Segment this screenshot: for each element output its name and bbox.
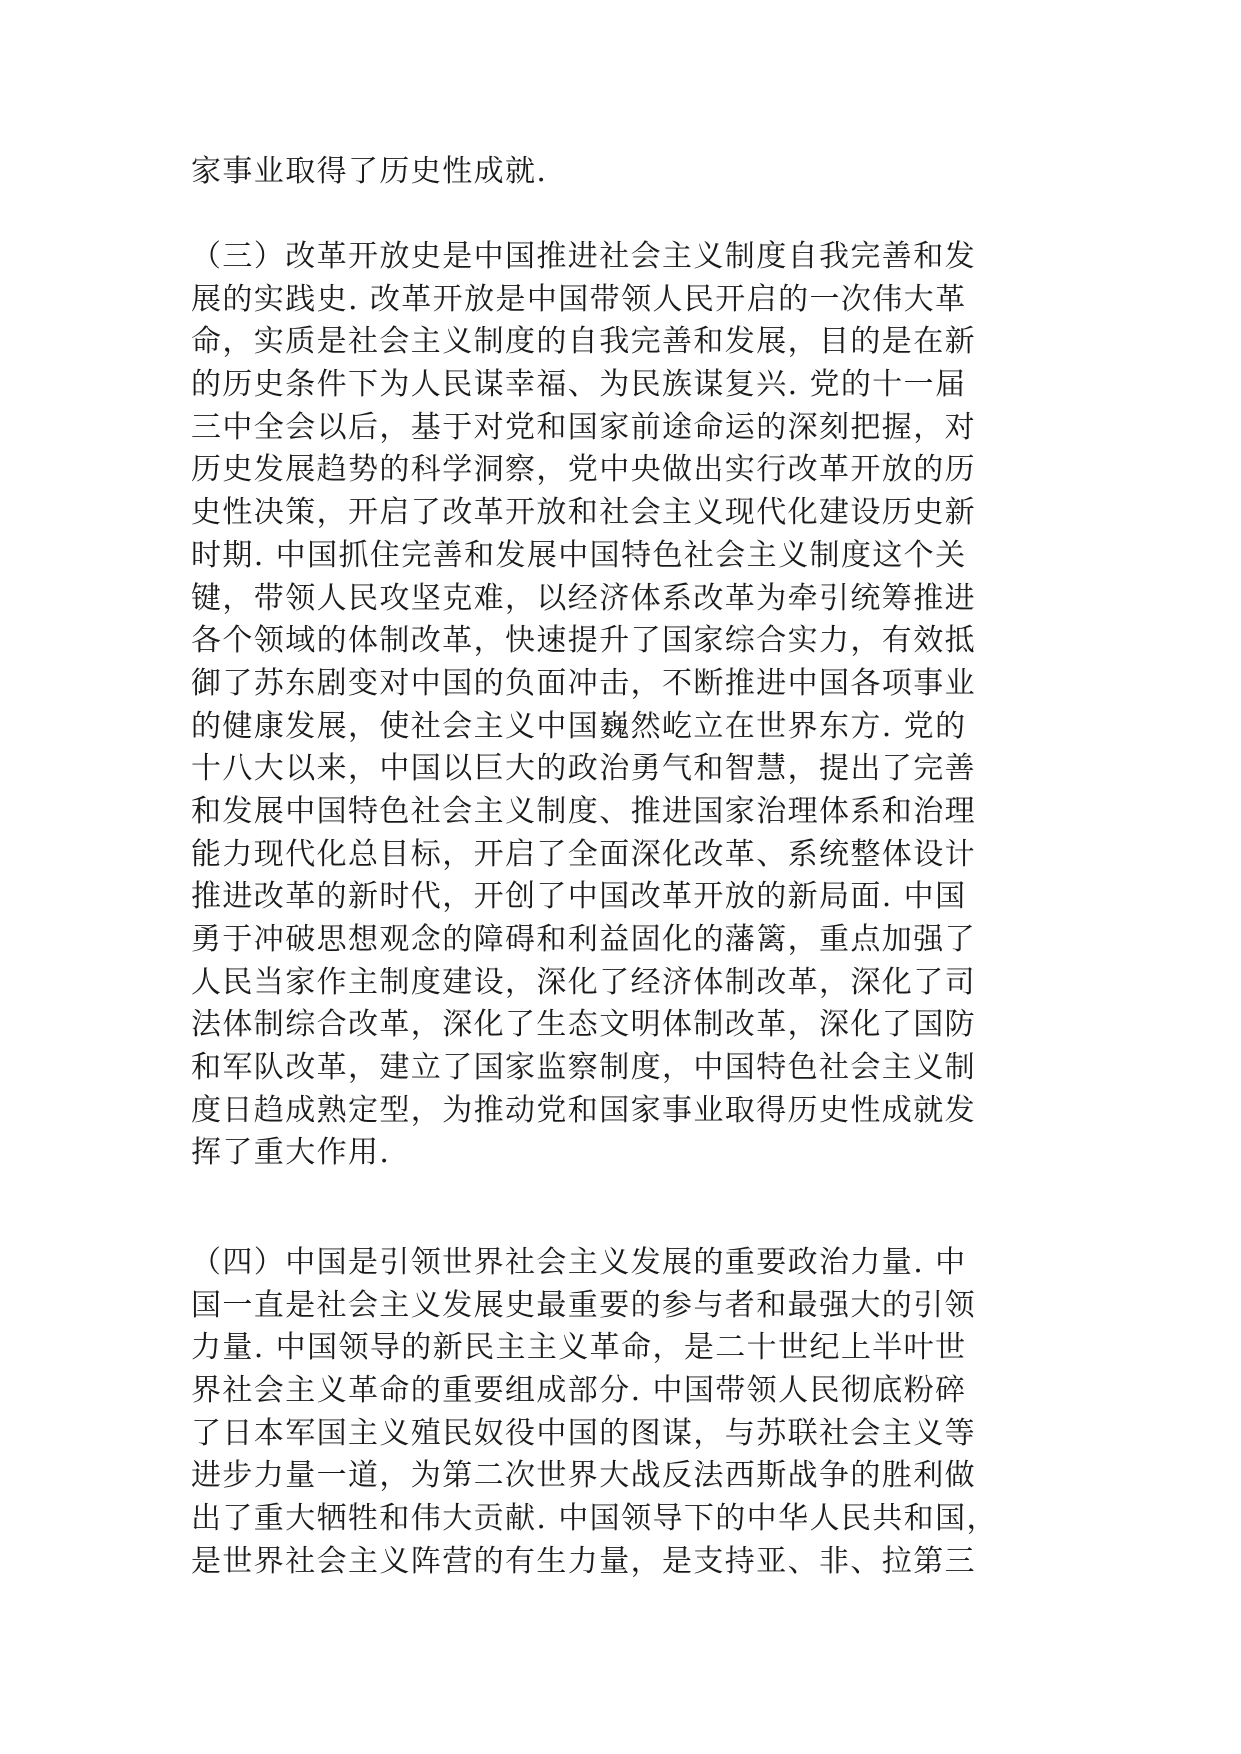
text-line: 史性决策，开启了改革开放和社会主义现代化建设历史新 <box>191 495 976 531</box>
text-line: 度日趋成熟定型，为推动党和国家事业取得历史性成就发 <box>191 1092 976 1128</box>
text-line: 国一直是社会主义发展史最重要的参与者和最强大的引领 <box>191 1287 976 1323</box>
text-line: 界社会主义革命的重要组成部分. 中国带领人民彻底粉碎 <box>191 1373 967 1409</box>
text-line: 出了重大牺牲和伟大贡献. 中国领导下的中华人民共和国， <box>191 1501 998 1537</box>
text-line: 能力现代化总目标，开启了全面深化改革、系统整体设计 <box>191 836 976 872</box>
text-line: 进步力量一道，为第二次世界大战反法西斯战争的胜利做 <box>191 1458 976 1494</box>
text-line: （三）改革开放史是中国推进社会主义制度自我完善和发 <box>191 239 976 274</box>
text-line: 勇于冲破思想观念的障碍和利益固化的藩篱，重点加强了 <box>191 922 976 957</box>
text-line: 历史发展趋势的科学洞察，党中央做出实行改革开放的历 <box>191 452 976 488</box>
text-line: 时期. 中国抓住完善和发展中国特色社会主义制度这个关 <box>191 537 967 573</box>
text-line: 是世界社会主义阵营的有生力量，是支持亚、非、拉第三 <box>191 1543 976 1579</box>
text-line: 展的实践史. 改革开放是中国带领人民开启的一次伟大革 <box>191 281 967 317</box>
continuation-text <box>191 151 1051 194</box>
text-line: 挥了重大作用. <box>191 1135 391 1171</box>
text-line: 三中全会以后，基于对党和国家前途命运的深刻把握，对 <box>191 409 976 445</box>
text-line: 命，实质是社会主义制度的自我完善和发展，目的是在新 <box>191 324 976 360</box>
text-line: 各个领域的体制改革，快速提升了国家综合实力，有效抵 <box>191 623 976 659</box>
text-line: 键，带领人民攻坚克难，以经济体系改革为牵引统筹推进 <box>191 580 976 616</box>
paragraph-world-socialism <box>191 1242 1051 1584</box>
text-line: 和发展中国特色社会主义制度、推进国家治理体系和治理 <box>191 793 976 829</box>
text-line: 御了苏东剧变对中国的负面冲击，不断推进中国各项事业 <box>191 665 976 701</box>
text-line: （四）中国是引领世界社会主义发展的重要政治力量. 中 <box>191 1245 967 1280</box>
text-line: 推进改革的新时代，开创了中国改革开放的新局面. 中国 <box>191 879 967 915</box>
text-line: 了日本军国主义殖民奴役中国的图谋，与苏联社会主义等 <box>191 1415 976 1451</box>
paragraph-reform-opening <box>191 236 1051 1175</box>
text-line: 和军队改革，建立了国家监察制度，中国特色社会主义制 <box>191 1050 976 1086</box>
text-line: 的健康发展，使社会主义中国巍然屹立在世界东方. 党的 <box>191 708 967 744</box>
text-line: 的历史条件下为人民谋幸福、为民族谋复兴. 党的十一届 <box>191 367 967 403</box>
text-line: 十八大以来，中国以巨大的政治勇气和智慧，提出了完善 <box>191 751 976 787</box>
text-line: 力量. 中国领导的新民主主义革命，是二十世纪上半叶世 <box>191 1330 967 1366</box>
text-line: 家事业取得了历史性成就. <box>191 154 548 189</box>
text-line: 法体制综合改革，深化了生态文明体制改革，深化了国防 <box>191 1007 976 1043</box>
text-line: 人民当家作主制度建设，深化了经济体制改革，深化了司 <box>191 964 976 1000</box>
